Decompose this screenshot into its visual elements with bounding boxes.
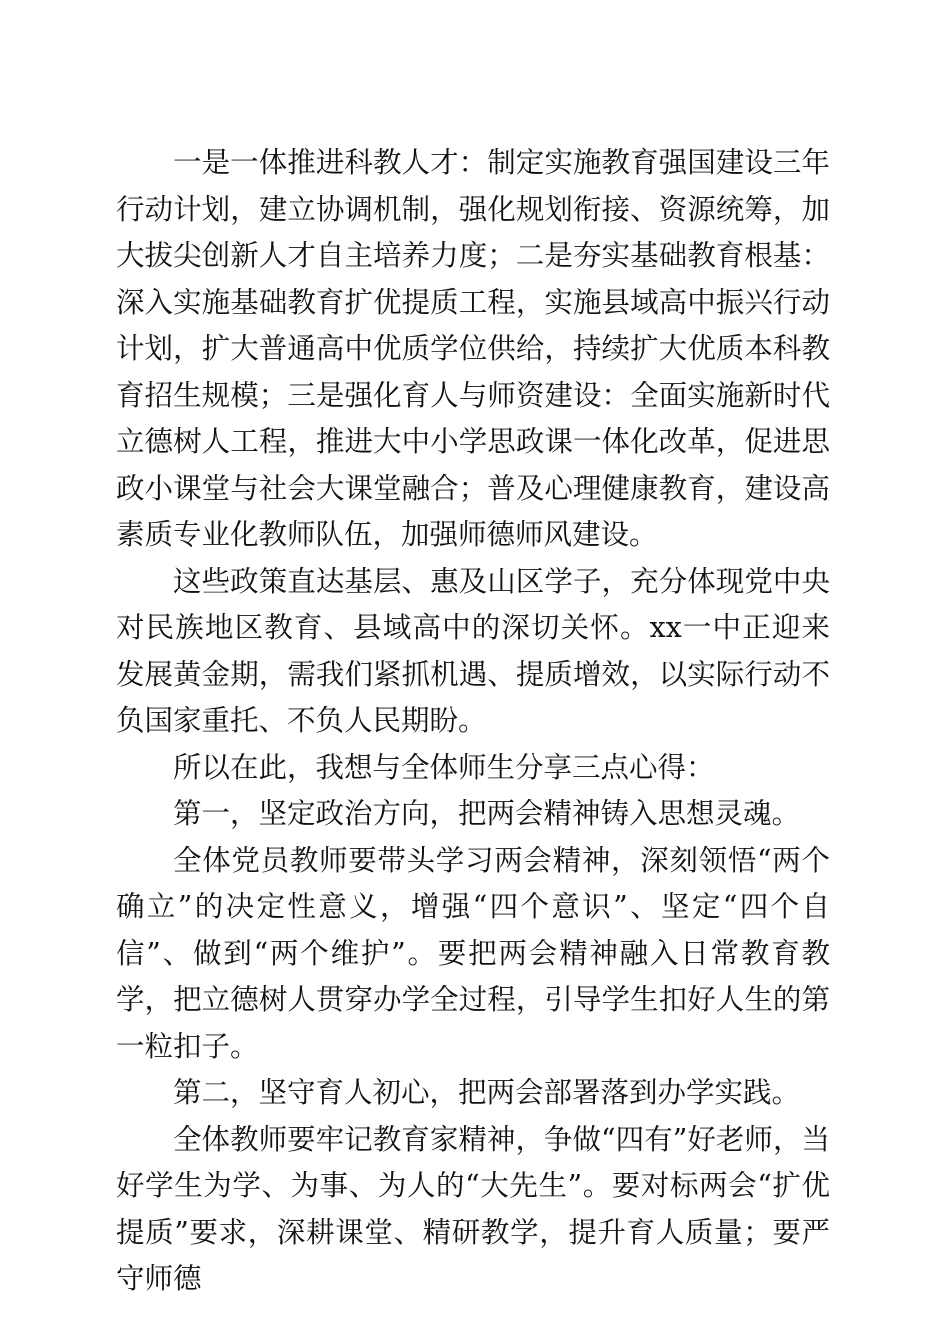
document-body [116,140,830,1303]
paragraph-policy-measures: 一是一体推进科教人才：制定实施教育强国建设三年行动计划，建立协调机制，强化规划衔接、资源统筹，加大拔尖创新人才自主培养力度；二是夯实基础教育根基：深入实施基础教育扩优提质工程，实施县域高中振兴行动计划，扩大普通高中优质学位供给，持续扩大优质本科教育招生规模；三是强化育人与师资建设：全面实施新时代立德树人工程，推进大中小学思政课一体化改革，促进思政小课堂与社会大课堂融合；普及心理健康教育，建设高素质专业化教师队伍，加强师德师风建设。 [116,146,830,551]
point-one-heading: 第一，坚定政治方向，把两会精神铸入思想灵魂。 [173,797,801,830]
paragraph-policy-impact: 这些政策直达基层、惠及山区学子，充分体现党中央对民族地区教育、县域高中的深切关怀。xx一中正迎来发展黄金期，需我们紧抓机遇、提质增效，以实际行动不负国家重托、不负人民期盼。 [116,564,830,737]
point-two-heading: 第二，坚守育人初心，把两会部署落到办学实践。 [173,1076,801,1109]
paragraph-intro-three-points: 所以在此，我想与全体师生分享三点心得： [173,750,715,784]
point-one-body: 全体党员教师要带头学习两会精神，深刻领悟“两个确立”的决定性意义，增强“四个意识”、坚定“四个自信”、做到“两个维护”。要把两会精神融入日常教育教学，把立德树人贯穿办学全过程，引导学生扣好人生的第一粒扣子。 [116,843,830,1063]
point-two-body: 全体教师要牢记教育家精神，争做“四有”好老师，当好学生为学、为事、为人的“大先生”。要对标两会“扩优提质”要求，深耕课堂、精研教学，提升育人质量；要严守师德 [116,1122,830,1295]
